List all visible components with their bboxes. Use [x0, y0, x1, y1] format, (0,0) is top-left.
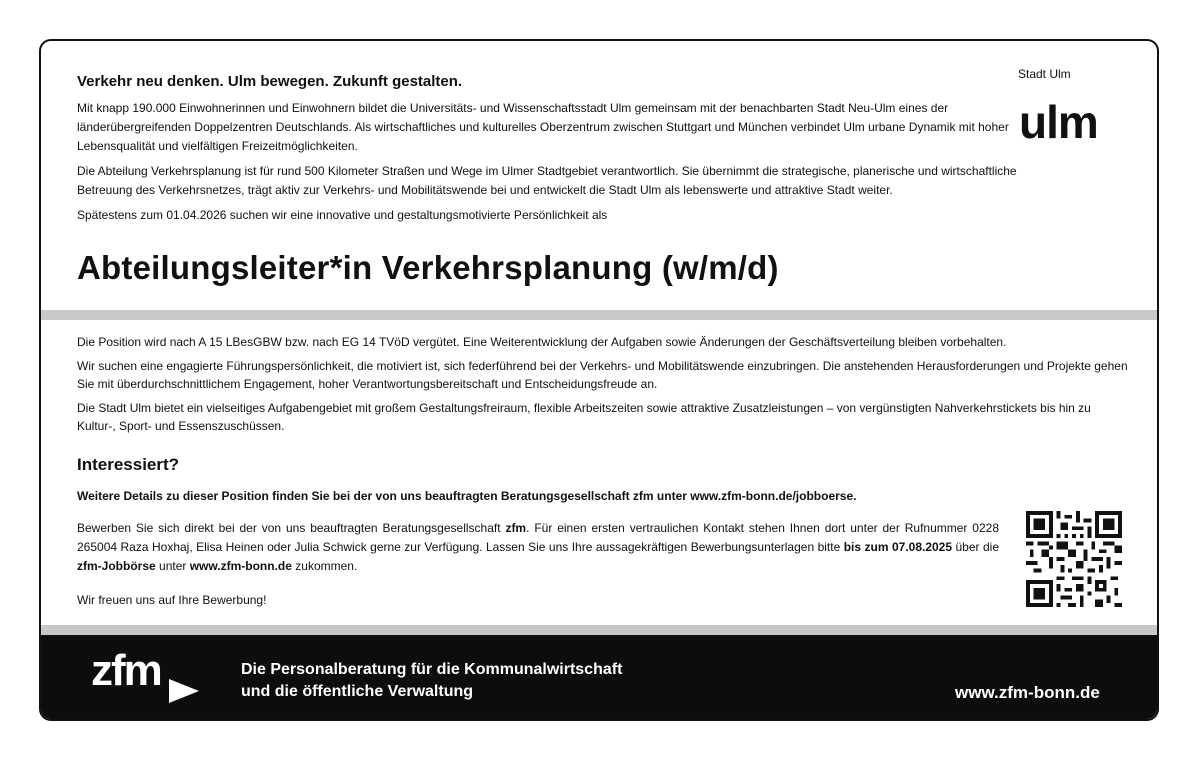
details-paragraph: Die Stadt Ulm bietet ein vielseitiges Aufgabengebiet mit großem Gestaltungsfreiraum, flexible Arbeitszeiten sowie attraktive Zusatzleistungen – von vergünstigten Nahverkehrstickets bis hin zu Kultur-, Sport- und Essenszuschüssen.: [77, 401, 1091, 433]
interest-heading: Interessiert?: [77, 455, 180, 474]
apply-text: Bewerben Sie sich direkt bei der von uns beauftragten Beratungsgesellschaft: [77, 521, 506, 535]
apply-text: zukommen.: [291, 559, 358, 573]
position-details: [77, 333, 1129, 441]
footer: [41, 635, 1157, 719]
play-arrow-icon: [169, 679, 199, 703]
apply-paragraph: [77, 519, 999, 576]
intro-paragraph: Spätestens zum 01.04.2026 suchen wir eine innovative und gestaltungsmotivierte Persönlichkeit als: [77, 208, 608, 222]
intro-text: [77, 99, 1017, 231]
thanks-text: Wir freuen uns auf Ihre Bewerbung!: [77, 593, 267, 607]
details-paragraph: Wir suchen eine engagierte Führungspersönlichkeit, die motiviert ist, sich federführend bei der Verkehrs- und Mobilitätswende einzubringen. Die anstehenden Herausforderungen und Projekte gehen Sie mit überdurchschnittlichem Engagement, hoher Verantwortungsbereitschaft und Entscheidungsfreude an.: [77, 359, 1128, 391]
details-paragraph: Die Position wird nach A 15 LBesGBW bzw. nach EG 14 TVöD vergütet. Eine Weiterentwicklung der Aufgaben sowie Änderungen der Geschäftsverteilung bleiben vorbehalten.: [77, 335, 1007, 349]
apply-portal[interactable]: zfm-Jobbörse: [77, 559, 156, 573]
interest-lead: Weitere Details zu dieser Position finden Sie bei der von uns beauftragten Beratungsgesellschaft zfm unter www.zfm-bonn.de/jobboerse.: [77, 489, 857, 503]
intro-paragraph: Die Abteilung Verkehrsplanung ist für rund 500 Kilometer Straßen und Wege im Ulmer Stadtgebiet verantwortlich. Sie übernimmt die strategische, planerische und wirtschaftliche Betreuung des Verkehrsnetzes, trägt aktiv zur Verkehrs- und Mobilitätswende bei und entwickelt die Stadt Ulm als lebenswerte und attraktive Stadt weiter.: [77, 164, 1017, 197]
website-link[interactable]: www.zfm-bonn.de: [955, 683, 1100, 702]
zfm-logo: zfm: [91, 646, 161, 695]
city-label: Stadt Ulm: [1018, 67, 1071, 81]
intro-section: [41, 41, 1157, 307]
ulm-logo: ulm: [1019, 96, 1098, 148]
divider-bar: [41, 625, 1157, 635]
apply-zfm: zfm: [505, 521, 527, 535]
qr-code-icon[interactable]: [1026, 511, 1122, 607]
apply-deadline: bis zum 07.08.2025: [843, 540, 953, 554]
apply-text: . Für einen ersten vertraulichen Kontakt stehen Ihnen dort unter der Rufnummer 0228 265004 Raza Hoxhaj, Elisa Heinen oder Julia Schwick gerne zur Verfügung. Lassen Sie uns Ihre aussagekräftigen Bewerbungsunterlagen bitte: [77, 521, 999, 554]
intro-paragraph: Mit knapp 190.000 Einwohnerinnen und Einwohnern bildet die Universitäts- und Wissenschaftsstadt Ulm gemeinsam mit der benachbarten Stadt Neu-Ulm eines der länderübergreifenden Doppelzentren Deutschlands. Als wirtschaftliches und kulturelles Oberzentrum zwischen Stuttgart und München verbindet Ulm urbane Dynamik mit hoher Lebensqualität und vielfältigen Freizeitmöglichkeiten.: [77, 101, 1009, 153]
job-title: Abteilungsleiter*in Verkehrsplanung (w/m/d): [77, 249, 779, 286]
apply-text: über die: [952, 540, 999, 554]
tagline-line: und die öffentliche Verwaltung: [241, 683, 474, 700]
divider-bar: [41, 310, 1157, 320]
job-ad-card: [39, 39, 1159, 721]
apply-url-link[interactable]: www.zfm-bonn.de: [189, 559, 292, 573]
apply-text: unter: [155, 559, 190, 573]
tagline-line: Die Personalberatung für die Kommunalwirtschaft: [241, 661, 623, 678]
tagline: [241, 659, 622, 703]
headline: Verkehr neu denken. Ulm bewegen. Zukunft gestalten.: [77, 73, 463, 90]
